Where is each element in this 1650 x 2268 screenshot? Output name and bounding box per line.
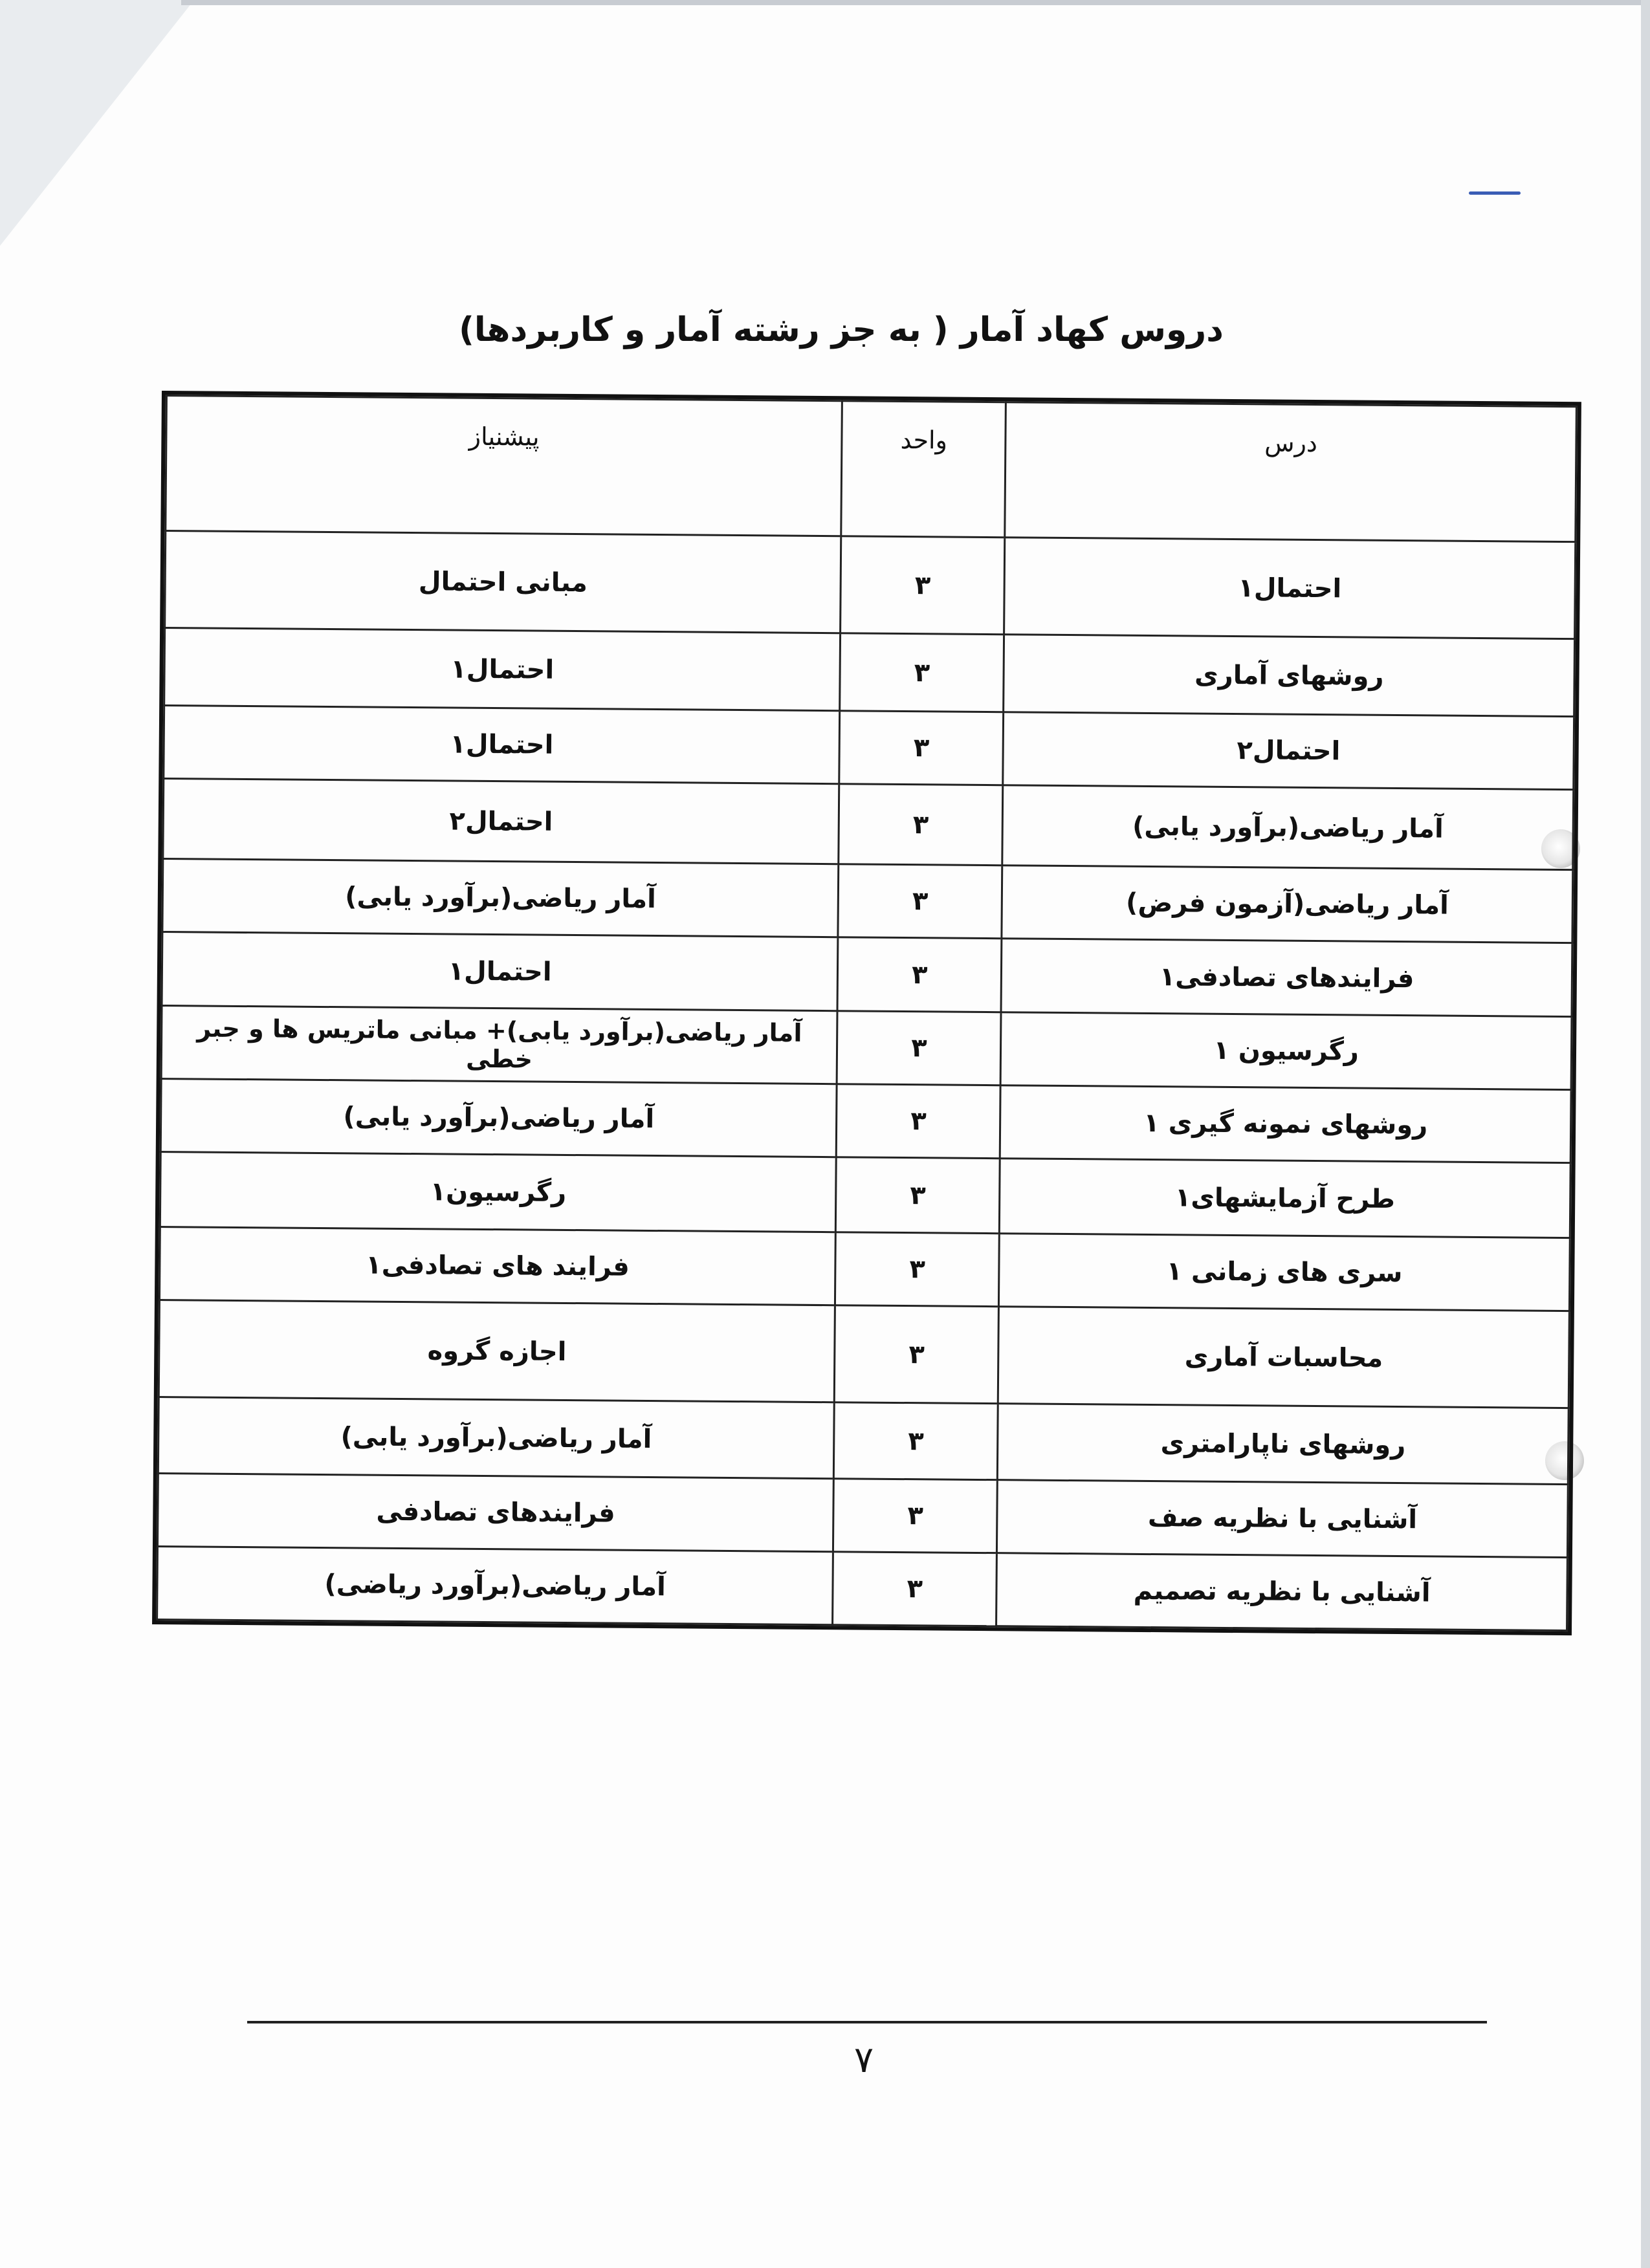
courses-table-frame — [152, 391, 1581, 1635]
course-prerequisite: اجازه گروه — [159, 1300, 835, 1402]
table-row — [160, 1152, 1570, 1238]
course-prerequisite: رگرسیون۱ — [160, 1152, 836, 1232]
course-prerequisite: احتمال۱ — [164, 628, 841, 711]
page-title: دروس کهاد آمار ( به جز رشته آمار و کاربردها) — [459, 311, 1224, 349]
table-row — [161, 1006, 1572, 1090]
header-course: درس — [1005, 402, 1576, 542]
table-row — [160, 1079, 1571, 1163]
course-name: روشهای نمونه گیری ۱ — [1000, 1085, 1572, 1163]
course-units: ۳ — [837, 1011, 1001, 1085]
course-units: ۳ — [839, 784, 1003, 866]
page-number: ۷ — [853, 2039, 874, 2081]
course-name: سری های زمانی ۱ — [999, 1234, 1570, 1311]
course-name: روشهای ناپارامتری — [998, 1404, 1569, 1485]
table-row — [157, 1547, 1568, 1631]
course-prerequisite: مبانی احتمال — [165, 531, 841, 633]
course-name: آشنایی با نظریه صف — [997, 1480, 1568, 1558]
folded-corner — [0, 0, 194, 246]
course-name: طرح آزمایشهای۱ — [1000, 1159, 1571, 1238]
course-name: محاسبات آماری — [998, 1307, 1570, 1408]
course-name: آشنایی با نظریه تصمیم — [996, 1553, 1568, 1631]
header-units: واحد — [841, 401, 1006, 538]
courses-table — [156, 395, 1578, 1631]
page-right-edge — [1641, 0, 1650, 2268]
footer-divider — [247, 2021, 1487, 2023]
course-units: ۳ — [837, 1084, 1001, 1159]
course-units: ۳ — [834, 1402, 998, 1480]
table-row — [165, 531, 1576, 639]
course-units: ۳ — [833, 1552, 997, 1626]
course-prerequisite: آمار ریاضی(برآورد یابی) — [158, 1397, 834, 1479]
course-prerequisite: آمار ریاضی(برآورد یابی) — [162, 859, 839, 937]
course-units: ۳ — [838, 864, 1002, 939]
course-name: فرایندهای تصادفی۱ — [1001, 939, 1572, 1017]
table-row — [159, 1227, 1570, 1311]
course-units: ۳ — [836, 1157, 1000, 1234]
table-row — [157, 1474, 1568, 1558]
table-row — [164, 706, 1574, 790]
course-units: ۳ — [841, 536, 1005, 635]
table-row — [158, 1397, 1568, 1485]
course-units: ۳ — [840, 633, 1004, 712]
table-row — [162, 859, 1573, 943]
page-top-edge — [181, 0, 1650, 5]
course-name: رگرسیون ۱ — [1000, 1012, 1572, 1090]
course-units: ۳ — [833, 1479, 998, 1553]
course-prerequisite: آمار ریاضی(برآورد یابی)+ مبانی ماتریس ها و جبر خطی — [161, 1006, 837, 1084]
course-prerequisite: فرایندهای تصادفی — [157, 1474, 833, 1552]
course-units: ۳ — [835, 1232, 1000, 1307]
course-prerequisite: آمار ریاضی(برآورد ریاضی) — [157, 1547, 833, 1625]
table-row — [159, 1300, 1569, 1408]
course-name: احتمال۱ — [1004, 538, 1576, 639]
course-units: ۳ — [839, 711, 1004, 785]
course-prerequisite: آمار ریاضی(برآورد یابی) — [160, 1079, 837, 1157]
course-prerequisite: احتمال۱ — [162, 932, 838, 1011]
table-row — [164, 628, 1575, 717]
course-name: آمار ریاضی(برآورد یابی) — [1002, 785, 1574, 870]
table-row — [163, 779, 1574, 870]
table-row — [162, 932, 1572, 1017]
course-name: احتمال۲ — [1003, 712, 1574, 790]
course-units: ۳ — [837, 937, 1002, 1012]
course-units: ۳ — [835, 1305, 999, 1404]
table-header-row — [166, 396, 1577, 542]
course-prerequisite: احتمال۱ — [164, 706, 840, 784]
course-prerequisite: فرایند های تصادفی۱ — [159, 1227, 835, 1305]
course-name: آمار ریاضی(آزمون فرض) — [1002, 866, 1573, 943]
header-prerequisite: پیشنیاز — [166, 396, 842, 536]
course-name: روشهای آماری — [1004, 635, 1575, 717]
course-prerequisite: احتمال۲ — [163, 779, 839, 864]
pen-mark — [1469, 191, 1521, 195]
